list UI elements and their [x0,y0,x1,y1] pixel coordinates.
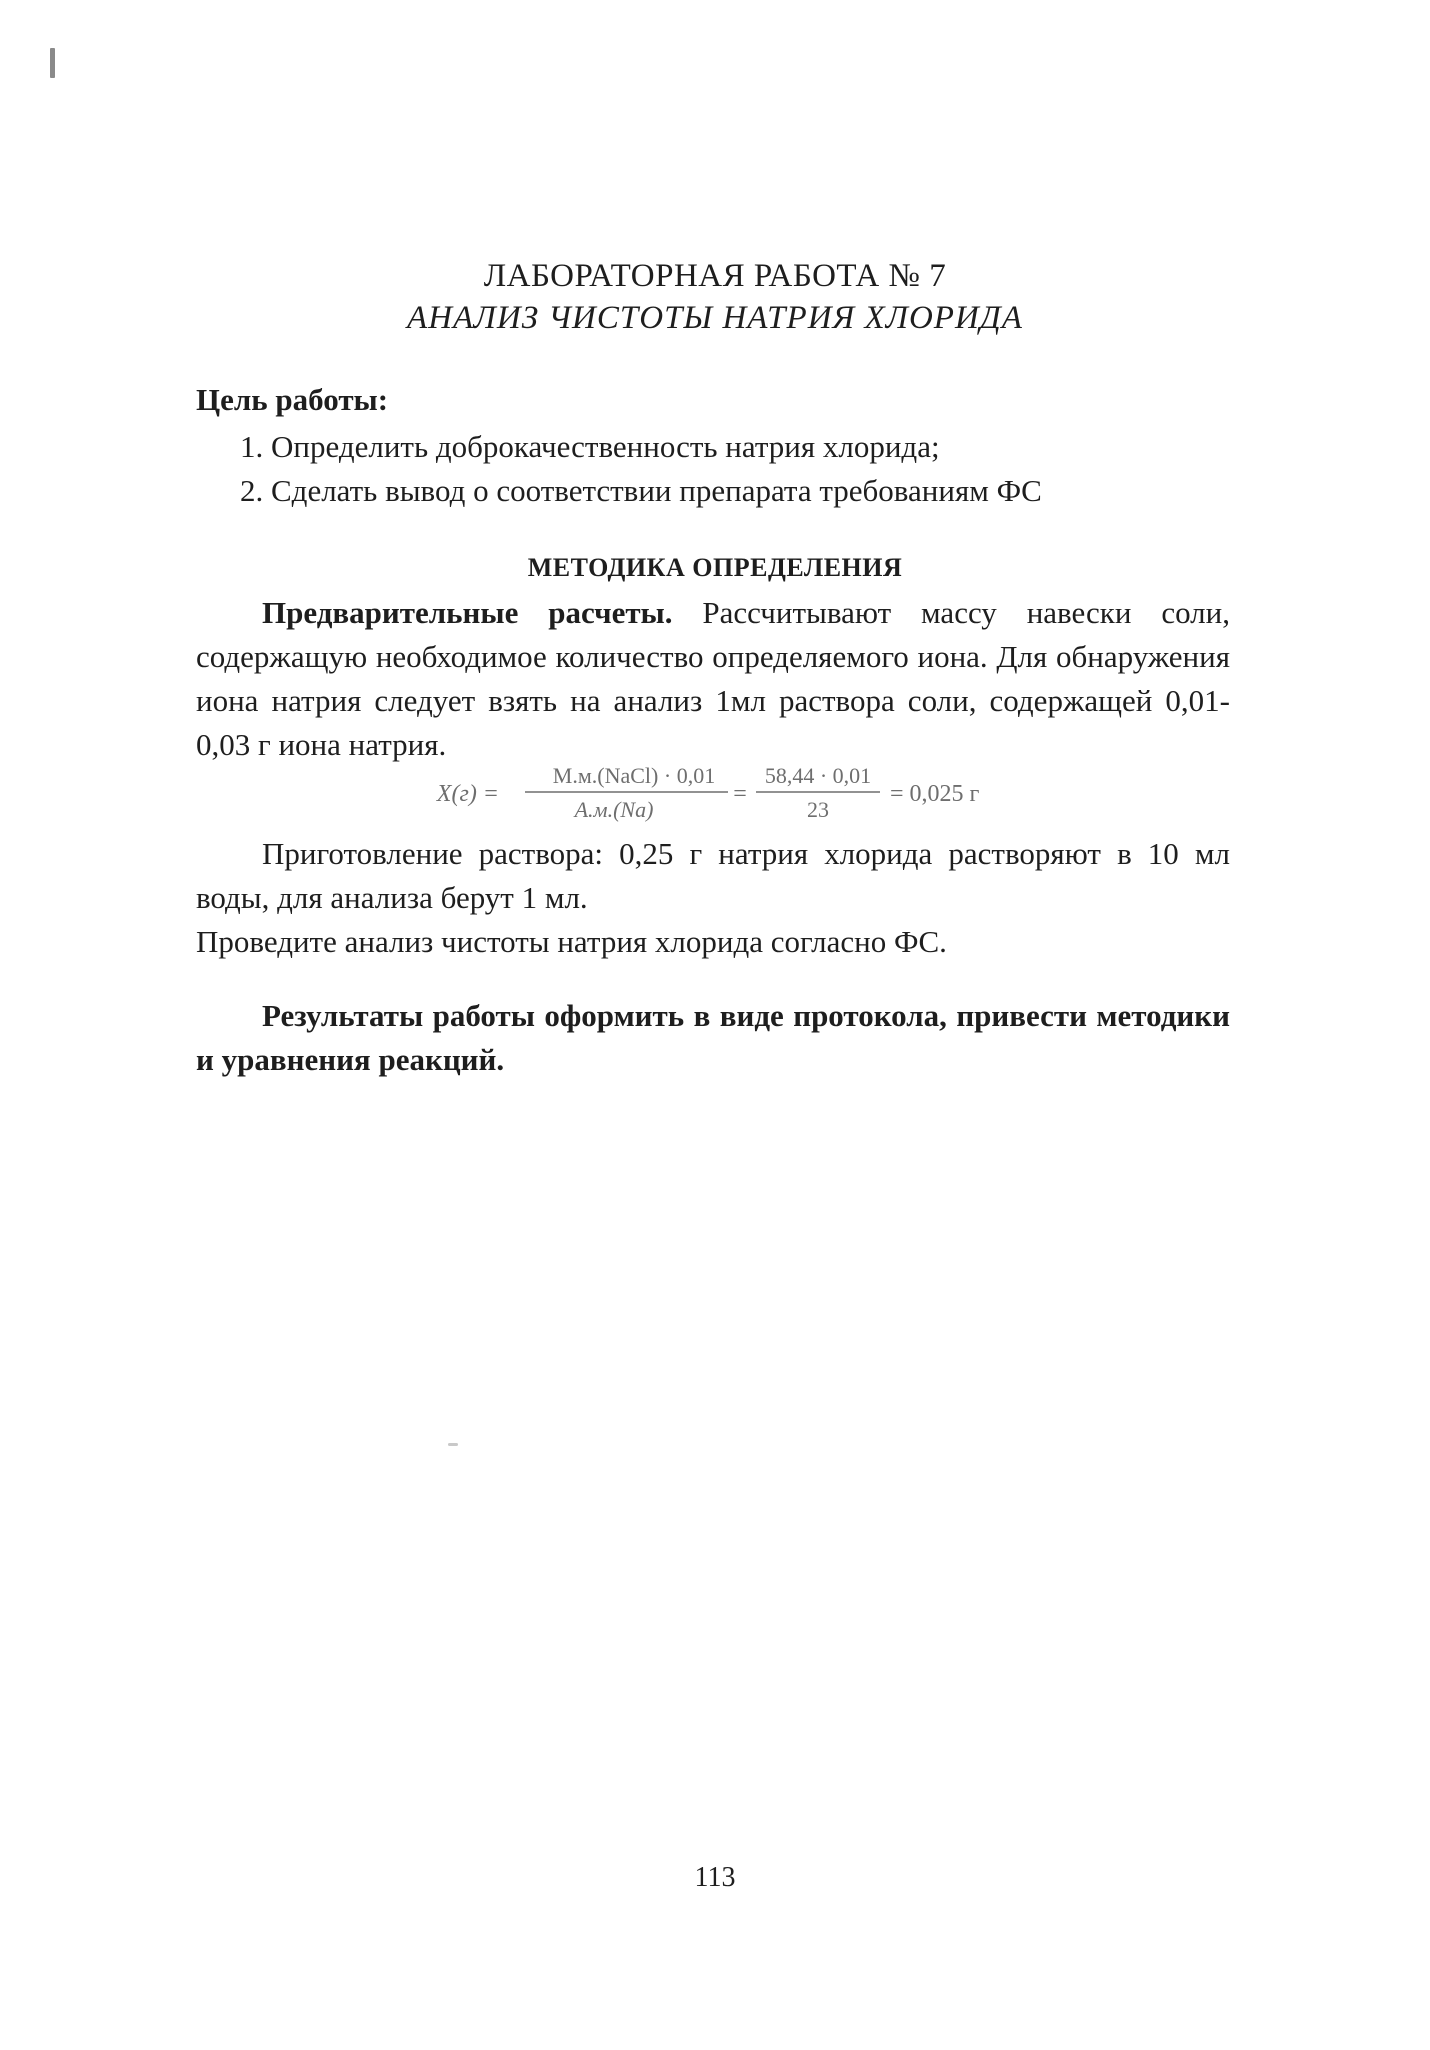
formula-result: = 0,025 г [890,781,980,807]
goals-label: Цель работы: [196,382,389,417]
formula-lhs: X(г) = [436,781,499,807]
result-paragraph: Результаты работы оформить в виде протокола, привести методики и уравнения реакций. [196,998,1230,1077]
formula-denominator-1: А.м.(Na) [574,797,654,822]
instruction-paragraph: Проведите анализ чистоты натрия хлорида согласно ФС. [196,924,947,959]
scan-artifact [50,48,55,78]
calc-lead: Предварительные расчеты. [262,595,673,630]
lab-title: ЛАБОРАТОРНАЯ РАБОТА № 7 [483,258,947,294]
goal-item: 1. Определить доброкачественность натрия хлорида; [240,429,940,464]
formula [0,760,1430,830]
scan-artifact-dot [448,1443,458,1446]
formula-numerator-2: 58,44 · 0,01 [764,763,872,788]
calc-text: Рассчитывают массу навески соли, содержащую необходимое количество определяемого иона. Для обнаружения иона натрия следует взять на анализ 1мл раствора соли, содержащей 0,01-0,03 г иона натрия. [196,595,1230,762]
lab-subtitle: АНАЛИЗ ЧИСТОТЫ НАТРИЯ ХЛОРИДА [407,300,1023,336]
calc-paragraph [196,591,1230,767]
goal-item: 2. Сделать вывод о соответствии препарата требованиям ФС [240,473,1042,508]
goals-list [240,425,1042,513]
prep-paragraph: Приготовление раствора: 0,25 г натрия хлорида растворяют в 10 мл воды, для анализа берут 1 мл. [196,836,1230,915]
page-number: 113 [694,1862,736,1893]
method-title: МЕТОДИКА ОПРЕДЕЛЕНИЯ [527,553,903,582]
formula-denominator-2: 23 [807,797,829,822]
formula-equals: = [733,781,747,807]
formula-numerator-1: М.м.(NaCl) · 0,01 [552,763,716,788]
